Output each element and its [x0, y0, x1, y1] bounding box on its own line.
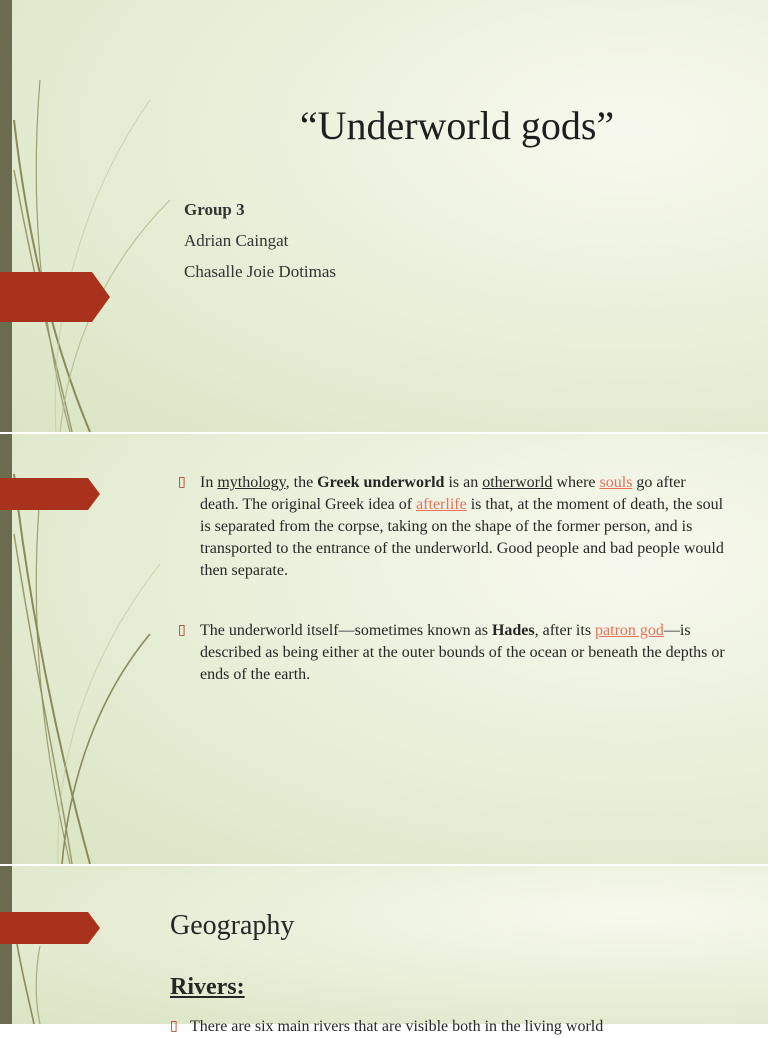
- bullet-marker-icon: ▯: [178, 623, 186, 638]
- bullet-list: [178, 472, 726, 724]
- bullet-item: [178, 620, 726, 686]
- group-label: Group 3: [184, 200, 245, 219]
- term-greek-underworld: Greek underworld: [317, 474, 445, 491]
- slide-title: “Underworld gods”: [299, 103, 615, 148]
- link-patron-god[interactable]: patron god: [595, 622, 664, 639]
- link-afterlife[interactable]: afterlife: [416, 496, 467, 513]
- member-name: Adrian Caingat: [184, 231, 289, 250]
- text: The underworld itself—sometimes known as: [200, 622, 492, 639]
- presenter-list: [184, 200, 336, 293]
- text: , the: [285, 474, 318, 491]
- content-slide: [0, 434, 768, 864]
- text: where: [552, 474, 600, 491]
- text: go after death. The original Greek idea of: [200, 474, 686, 513]
- link-mythology[interactable]: mythology: [217, 474, 286, 491]
- bullet-marker-icon: ▯: [178, 475, 186, 490]
- section-heading: Rivers:: [170, 974, 245, 1000]
- ribbon-marker: [0, 478, 100, 510]
- swirl-decoration: [0, 0, 200, 432]
- member-name: Chasalle Joie Dotimas: [184, 262, 337, 281]
- text: is that, at the moment of death, the soul is separated from the corpse, taking on the shape of the former person, and is transported to the entrance of the underworld. Good people and bad people would then separate.: [200, 496, 724, 579]
- text: , after its: [534, 622, 596, 639]
- geography-slide: [0, 866, 768, 1035]
- link-otherworld[interactable]: otherworld: [482, 474, 553, 491]
- slide-title: Geography: [170, 910, 295, 941]
- bullet-item: [178, 472, 726, 582]
- text: In: [200, 474, 218, 491]
- text: —is described as being either at the outer bounds of the ocean or beneath the depths or ends of the earth.: [200, 622, 725, 683]
- ribbon-marker: [0, 272, 110, 322]
- link-souls[interactable]: souls: [599, 474, 633, 491]
- title-slide: [0, 0, 768, 432]
- bullet-item: [170, 1016, 750, 1038]
- term-hades: Hades: [491, 622, 535, 639]
- ribbon-marker: [0, 912, 100, 944]
- bullet-marker-icon: ▯: [170, 1019, 178, 1034]
- bullet-text: There are six main rivers that are visible both in the living world: [190, 1018, 604, 1035]
- text: is an: [444, 474, 483, 491]
